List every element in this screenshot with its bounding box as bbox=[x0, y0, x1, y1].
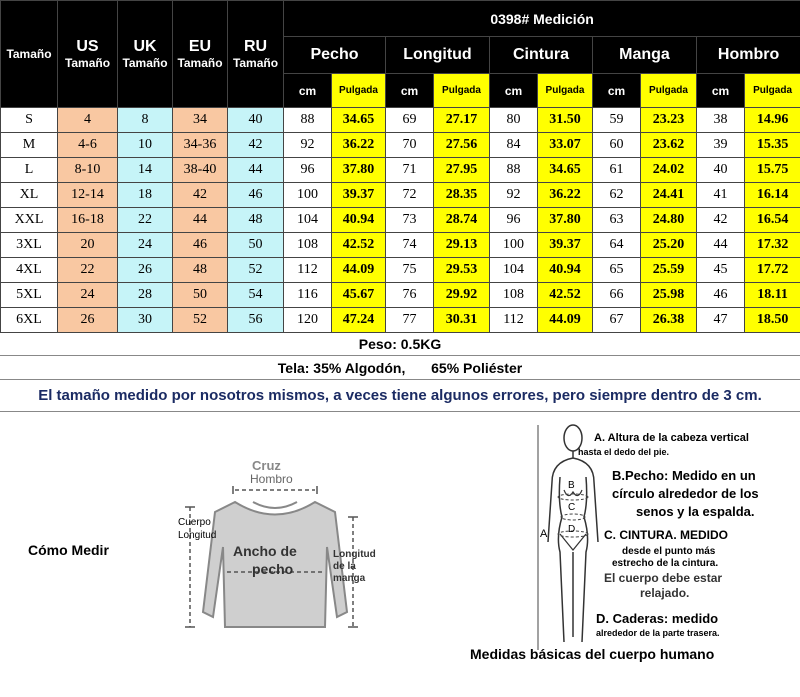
hombro-cm-cell: 42 bbox=[697, 208, 745, 233]
table-row bbox=[1, 258, 800, 283]
unit-cm: cm bbox=[593, 74, 641, 108]
uk-cell: 18 bbox=[118, 183, 173, 208]
text-b-2: círculo alrededor de los bbox=[612, 486, 759, 501]
unit-cm: cm bbox=[490, 74, 538, 108]
measurement-guide bbox=[0, 412, 800, 697]
text-a-title: A. Altura de la cabeza vertical bbox=[594, 432, 749, 444]
longitud-in-cell: 28.35 bbox=[434, 183, 490, 208]
hombro-in-cell: 16.14 bbox=[745, 183, 800, 208]
unit-inch: Pulgada bbox=[332, 74, 386, 108]
hombro-in-cell: 14.96 bbox=[745, 108, 800, 133]
header-eu: EU Tamaño bbox=[173, 1, 228, 108]
cintura-in-cell: 42.52 bbox=[538, 283, 593, 308]
longitud-cm-cell: 72 bbox=[386, 183, 434, 208]
label-sleeve-2: de la bbox=[333, 561, 356, 572]
unit-cm: cm bbox=[284, 74, 332, 108]
longitud-cm-cell: 70 bbox=[386, 133, 434, 158]
label-longitud: Longitud bbox=[178, 530, 217, 541]
us-cell: 4 bbox=[58, 108, 118, 133]
how-to-measure-label: Cómo Medir bbox=[28, 542, 109, 558]
text-b-1: B.Pecho: Medido en un bbox=[612, 468, 756, 483]
size-rows bbox=[1, 108, 800, 333]
table-row bbox=[1, 183, 800, 208]
pecho-cm-cell: 120 bbox=[284, 308, 332, 333]
uk-cell: 14 bbox=[118, 158, 173, 183]
table-row bbox=[1, 208, 800, 233]
marker-a: A bbox=[540, 528, 548, 540]
header-size: Tamaño bbox=[1, 1, 58, 108]
unit-inch: Pulgada bbox=[538, 74, 593, 108]
pecho-cm-cell: 108 bbox=[284, 233, 332, 258]
hombro-in-cell: 17.32 bbox=[745, 233, 800, 258]
cintura-in-cell: 31.50 bbox=[538, 108, 593, 133]
pecho-cm-cell: 88 bbox=[284, 108, 332, 133]
table-row bbox=[1, 283, 800, 308]
ru-cell: 46 bbox=[228, 183, 284, 208]
pecho-cm-cell: 104 bbox=[284, 208, 332, 233]
size-cell: 4XL bbox=[1, 258, 58, 283]
text-d-sub: alrededor de la parte trasera. bbox=[596, 628, 720, 638]
manga-in-cell: 25.20 bbox=[641, 233, 697, 258]
manga-cm-cell: 62 bbox=[593, 183, 641, 208]
manga-in-cell: 24.02 bbox=[641, 158, 697, 183]
cintura-cm-cell: 92 bbox=[490, 183, 538, 208]
unit-cm: cm bbox=[697, 74, 745, 108]
fabric-cotton: Tela: 35% Algodón, bbox=[277, 360, 406, 376]
manga-in-cell: 26.38 bbox=[641, 308, 697, 333]
cintura-cm-cell: 88 bbox=[490, 158, 538, 183]
hombro-cm-cell: 38 bbox=[697, 108, 745, 133]
marker-c: C bbox=[568, 502, 576, 513]
manga-in-cell: 23.23 bbox=[641, 108, 697, 133]
cintura-in-cell: 33.07 bbox=[538, 133, 593, 158]
header-ru: RU Tamaño bbox=[228, 1, 284, 108]
pecho-cm-cell: 116 bbox=[284, 283, 332, 308]
table-row bbox=[1, 308, 800, 333]
cintura-in-cell: 34.65 bbox=[538, 158, 593, 183]
longitud-cm-cell: 73 bbox=[386, 208, 434, 233]
ru-cell: 48 bbox=[228, 208, 284, 233]
longitud-cm-cell: 69 bbox=[386, 108, 434, 133]
manga-cm-cell: 64 bbox=[593, 233, 641, 258]
hombro-cm-cell: 41 bbox=[697, 183, 745, 208]
longitud-in-cell: 28.74 bbox=[434, 208, 490, 233]
cintura-in-cell: 40.94 bbox=[538, 258, 593, 283]
cintura-cm-cell: 112 bbox=[490, 308, 538, 333]
ru-cell: 40 bbox=[228, 108, 284, 133]
label-sleeve-1: Longitud bbox=[333, 549, 376, 560]
size-cell: XXL bbox=[1, 208, 58, 233]
table-row bbox=[1, 133, 800, 158]
manga-cm-cell: 60 bbox=[593, 133, 641, 158]
manga-cm-cell: 63 bbox=[593, 208, 641, 233]
header-uk: UK Tamaño bbox=[118, 1, 173, 108]
us-cell: 4-6 bbox=[58, 133, 118, 158]
label-cuerpo: Cuerpo bbox=[178, 517, 211, 528]
manga-in-cell: 25.59 bbox=[641, 258, 697, 283]
pecho-in-cell: 37.80 bbox=[332, 158, 386, 183]
longitud-in-cell: 29.13 bbox=[434, 233, 490, 258]
size-cell: 3XL bbox=[1, 233, 58, 258]
us-cell: 20 bbox=[58, 233, 118, 258]
uk-cell: 22 bbox=[118, 208, 173, 233]
group-cintura: Cintura bbox=[490, 37, 593, 74]
pecho-in-cell: 44.09 bbox=[332, 258, 386, 283]
pecho-in-cell: 42.52 bbox=[332, 233, 386, 258]
label-cruz: Cruz bbox=[252, 458, 281, 473]
unit-inch: Pulgada bbox=[641, 74, 697, 108]
eu-cell: 38-40 bbox=[173, 158, 228, 183]
pecho-cm-cell: 112 bbox=[284, 258, 332, 283]
uk-cell: 8 bbox=[118, 108, 173, 133]
size-cell: S bbox=[1, 108, 58, 133]
size-cell: 6XL bbox=[1, 308, 58, 333]
text-a-sub: hasta el dedo del pie. bbox=[578, 447, 670, 457]
eu-cell: 52 bbox=[173, 308, 228, 333]
text-c-2: estrecho de la cintura. bbox=[612, 558, 719, 569]
group-longitud: Longitud bbox=[386, 37, 490, 74]
hombro-cm-cell: 39 bbox=[697, 133, 745, 158]
tolerance-note: El tamaño medido por nosotros mismos, a veces tiene algunos errores, pero siempre dentro de 3 cm. bbox=[0, 380, 800, 412]
hombro-in-cell: 18.11 bbox=[745, 283, 800, 308]
manga-in-cell: 24.80 bbox=[641, 208, 697, 233]
us-cell: 26 bbox=[58, 308, 118, 333]
label-pecho: pecho bbox=[252, 561, 294, 577]
table-row bbox=[1, 108, 800, 133]
us-cell: 24 bbox=[58, 283, 118, 308]
hombro-cm-cell: 47 bbox=[697, 308, 745, 333]
weight-row: Peso: 0.5KG bbox=[0, 332, 800, 356]
hombro-cm-cell: 45 bbox=[697, 258, 745, 283]
unit-inch: Pulgada bbox=[745, 74, 800, 108]
marker-b: B bbox=[568, 480, 575, 491]
eu-cell: 34 bbox=[173, 108, 228, 133]
longitud-cm-cell: 74 bbox=[386, 233, 434, 258]
us-cell: 8-10 bbox=[58, 158, 118, 183]
text-c-3: El cuerpo debe estar bbox=[604, 571, 723, 585]
pecho-in-cell: 36.22 bbox=[332, 133, 386, 158]
manga-cm-cell: 67 bbox=[593, 308, 641, 333]
hombro-in-cell: 17.72 bbox=[745, 258, 800, 283]
group-hombro: Hombro bbox=[697, 37, 800, 74]
longitud-in-cell: 27.95 bbox=[434, 158, 490, 183]
pecho-in-cell: 39.37 bbox=[332, 183, 386, 208]
eu-cell: 34-36 bbox=[173, 133, 228, 158]
table-row bbox=[1, 158, 800, 183]
group-manga: Manga bbox=[593, 37, 697, 74]
size-cell: L bbox=[1, 158, 58, 183]
size-cell: XL bbox=[1, 183, 58, 208]
unit-inch: Pulgada bbox=[434, 74, 490, 108]
size-cell: M bbox=[1, 133, 58, 158]
cintura-in-cell: 39.37 bbox=[538, 233, 593, 258]
longitud-in-cell: 29.53 bbox=[434, 258, 490, 283]
manga-cm-cell: 59 bbox=[593, 108, 641, 133]
header-us: US Tamaño bbox=[58, 1, 118, 108]
hombro-cm-cell: 44 bbox=[697, 233, 745, 258]
cintura-cm-cell: 108 bbox=[490, 283, 538, 308]
longitud-cm-cell: 77 bbox=[386, 308, 434, 333]
longitud-in-cell: 29.92 bbox=[434, 283, 490, 308]
pecho-in-cell: 45.67 bbox=[332, 283, 386, 308]
manga-cm-cell: 61 bbox=[593, 158, 641, 183]
hombro-in-cell: 18.50 bbox=[745, 308, 800, 333]
ru-cell: 54 bbox=[228, 283, 284, 308]
manga-in-cell: 24.41 bbox=[641, 183, 697, 208]
label-sleeve-3: manga bbox=[333, 573, 366, 584]
cintura-cm-cell: 96 bbox=[490, 208, 538, 233]
table-row bbox=[1, 233, 800, 258]
pecho-in-cell: 40.94 bbox=[332, 208, 386, 233]
us-cell: 16-18 bbox=[58, 208, 118, 233]
cintura-in-cell: 44.09 bbox=[538, 308, 593, 333]
uk-cell: 26 bbox=[118, 258, 173, 283]
pecho-in-cell: 34.65 bbox=[332, 108, 386, 133]
longitud-in-cell: 27.17 bbox=[434, 108, 490, 133]
size-cell: 5XL bbox=[1, 283, 58, 308]
label-ancho: Ancho de bbox=[233, 543, 297, 559]
group-pecho: Pecho bbox=[284, 37, 386, 74]
fabric-row bbox=[0, 356, 800, 380]
cintura-cm-cell: 84 bbox=[490, 133, 538, 158]
ru-cell: 52 bbox=[228, 258, 284, 283]
cintura-cm-cell: 104 bbox=[490, 258, 538, 283]
cintura-cm-cell: 80 bbox=[490, 108, 538, 133]
us-cell: 12-14 bbox=[58, 183, 118, 208]
text-c-1: desde el punto más bbox=[622, 546, 716, 557]
longitud-cm-cell: 75 bbox=[386, 258, 434, 283]
cintura-in-cell: 36.22 bbox=[538, 183, 593, 208]
hombro-in-cell: 16.54 bbox=[745, 208, 800, 233]
manga-cm-cell: 66 bbox=[593, 283, 641, 308]
longitud-in-cell: 27.56 bbox=[434, 133, 490, 158]
text-c-4: relajado. bbox=[640, 586, 690, 600]
longitud-cm-cell: 76 bbox=[386, 283, 434, 308]
body-caption: Medidas básicas del cuerpo humano bbox=[470, 646, 715, 662]
manga-in-cell: 23.62 bbox=[641, 133, 697, 158]
pecho-cm-cell: 100 bbox=[284, 183, 332, 208]
eu-cell: 44 bbox=[173, 208, 228, 233]
eu-cell: 42 bbox=[173, 183, 228, 208]
eu-cell: 48 bbox=[173, 258, 228, 283]
ru-cell: 50 bbox=[228, 233, 284, 258]
fabric-polyester: 65% Poliéster bbox=[431, 360, 523, 376]
cintura-cm-cell: 100 bbox=[490, 233, 538, 258]
longitud-cm-cell: 71 bbox=[386, 158, 434, 183]
us-cell: 22 bbox=[58, 258, 118, 283]
hombro-in-cell: 15.35 bbox=[745, 133, 800, 158]
text-c-title: C. CINTURA. MEDIDO bbox=[604, 528, 728, 542]
uk-cell: 28 bbox=[118, 283, 173, 308]
unit-cm: cm bbox=[386, 74, 434, 108]
cintura-in-cell: 37.80 bbox=[538, 208, 593, 233]
hombro-cm-cell: 46 bbox=[697, 283, 745, 308]
longitud-in-cell: 30.31 bbox=[434, 308, 490, 333]
eu-cell: 50 bbox=[173, 283, 228, 308]
pecho-cm-cell: 96 bbox=[284, 158, 332, 183]
marker-d: D bbox=[568, 524, 576, 535]
uk-cell: 24 bbox=[118, 233, 173, 258]
text-d-title: D. Caderas: medido bbox=[596, 611, 719, 626]
ru-cell: 56 bbox=[228, 308, 284, 333]
hombro-cm-cell: 40 bbox=[697, 158, 745, 183]
uk-cell: 30 bbox=[118, 308, 173, 333]
pecho-cm-cell: 92 bbox=[284, 133, 332, 158]
shirt-neckline bbox=[253, 502, 297, 508]
chest-ring bbox=[558, 494, 588, 500]
manga-in-cell: 25.98 bbox=[641, 283, 697, 308]
label-hombro: Hombro bbox=[250, 472, 293, 486]
text-b-3: senos y la espalda. bbox=[636, 504, 755, 519]
pecho-in-cell: 47.24 bbox=[332, 308, 386, 333]
ru-cell: 44 bbox=[228, 158, 284, 183]
size-table bbox=[0, 0, 800, 333]
ru-cell: 42 bbox=[228, 133, 284, 158]
uk-cell: 10 bbox=[118, 133, 173, 158]
hombro-in-cell: 15.75 bbox=[745, 158, 800, 183]
waist-ring bbox=[561, 514, 585, 520]
manga-cm-cell: 65 bbox=[593, 258, 641, 283]
measurement-title: 0398# Medición bbox=[284, 1, 800, 37]
eu-cell: 46 bbox=[173, 233, 228, 258]
